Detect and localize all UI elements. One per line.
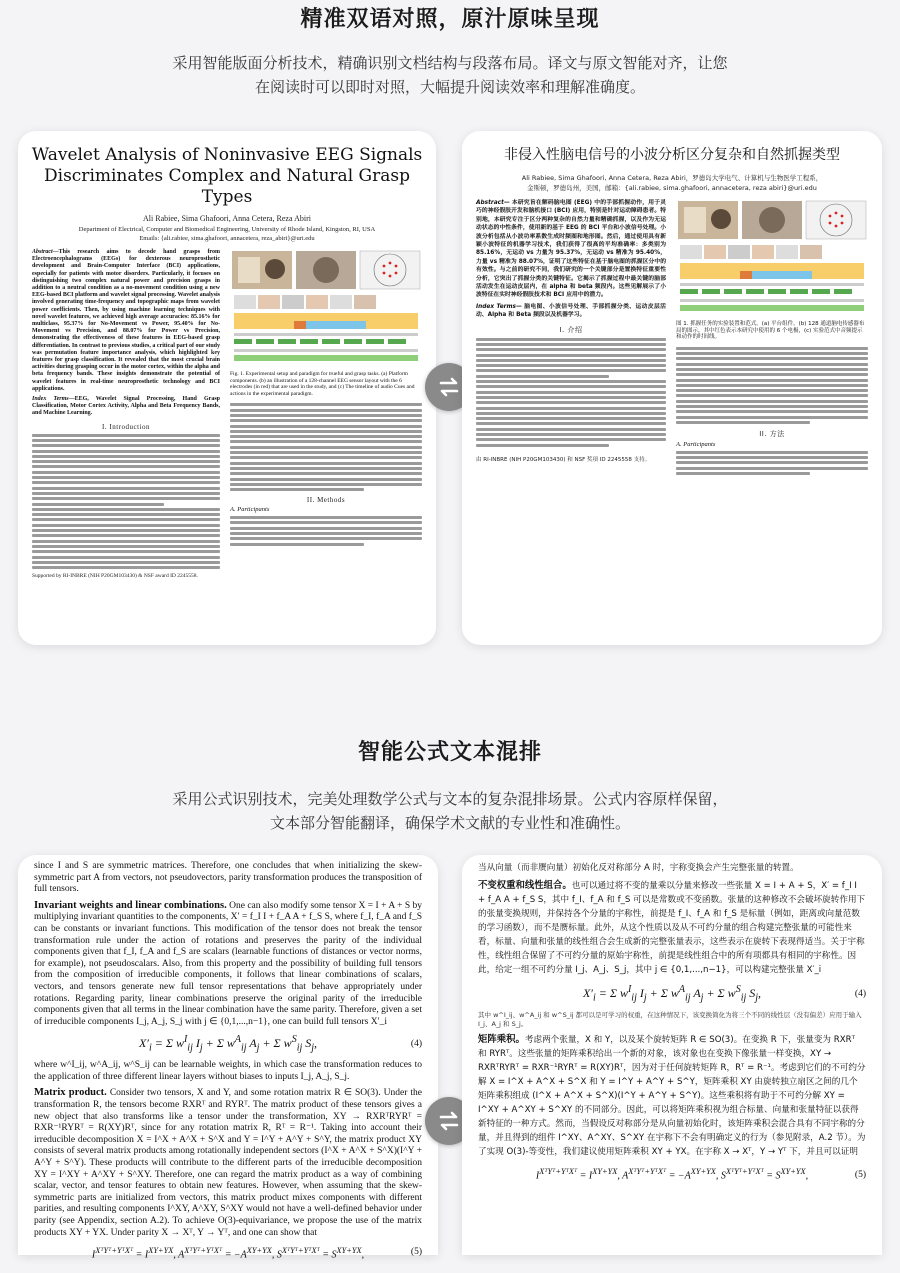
abstract-text: —This research aims to decode hand grasps from Electroencephalograms (EEGs) for dexterous neuroprosthetic development and Brain-Computer Interface (BCI) applications, especially for patients with motor disorders. Particularly, it focuses on distinguishing two complex natural power and precision grasps in addition to a neutral condition as a no-movement condition using a new EEG-based BCI platform and wavelet signal processing. Wavelet analysis involved generating time-frequency and topographic maps from wavelet power coefficients. Then, by using machine learning techniques with novel wavelet features, we achieved high average accuracies: 85.16% for multiclass, 95.37% for No-Movement vs Power, 95.40% for No-Movement vs Precision, and 88.07% for Power vs Precision, demonstrating the effectiveness of these features in EEG-based grasp differentiation. In contrast to previous studies, a critical part of our study was permutation feature importance analysis, which highlighted key features for grasp classification. It revealed that the most crucial brain activities during grasping occur in the motor cortex, within the alpha and beta frequency bands. These insights demonstrate the potential of wavelet features in real-time neuroprosthetic technology and BCI applications. [32,249,220,392]
column-2-text-block [230,403,422,491]
subtitle-line: 文本部分智能翻译，确保学术文献的专业性和准确性。 [269,814,630,832]
paper-authors [38,214,416,243]
subtitle-line: 采用智能版面分析技术，精确识别文档结构与段落布局。译文与原文智能对齐，让您 [172,54,728,72]
paragraph: 当从向量（而非赝向量）初始化反对称部分 A 时，宇称变换会产生完整张量的转置。 [478,863,799,873]
intro-heading-translated: I. 介绍 [559,325,583,334]
paragraph-text: 考虑两个张量，X 和 Y，以及某个旋转矩阵 R ∈ SO(3)。在变换 R 下，张量变为 RXRᵀ 和 RYRᵀ。这些张量的矩阵乘积给出一个新的对象，该对象也在变换下像张量一样变换，XY → RXRᵀRYRᵀ = RXR⁻¹RYRᵀ = R(XY)Rᵀ，因为对于任何旋转矩阵 R，Rᵀ = R⁻¹。考虑到它们的不可约分解 X = I^X + A^X + S^X 和 Y = I^Y + A^Y + S^Y，矩阵乘积 XY 由旋转独立扇区之间的几个矩阵乘积组成 (I^X + A^X + S^X)(I^Y + A^Y + S^Y)。这些乘积将有助于不可约分解 XY = I^XY + A^XY + S^XY 的不同部分。因此，可以将矩阵乘积视为组合标量、向量和张量特征以获得新特征的一种方式。然而，当假设反对称部分是从向量初始化时，该矩阵乘积会混合具有不同宇称的分量，并且得到的组件 I^XY、A^XY、S^XY 在宇称下不会有明确定义的行为（参见附录，A.2 节）。为了实现 O(3)-等变性，我们建议使用矩阵乘积 XY + YX。在宇称 X → Xᵀ，Y → Yᵀ 下，并且可以证明 [478,1035,866,1158]
footnote-translated: 由 RI-INBRE (NIH P20GM103430) 和 NSF 奖项 ID 2245558 支持。 [476,456,651,463]
authors-line: 金斯顿，罗德岛州，美国，邮箱：{ali.rabiee, sima.ghafoori, annacetera, reza abiri}@uri.edu [527,184,817,192]
subtitle-line: 采用公式识别技术，完美处理数学公式与文本的复杂混排场景。公式内容原样保留， [172,790,728,808]
paragraph [34,1087,422,1239]
methods-heading: II. Methods [306,496,346,505]
equation-4 [34,1034,422,1054]
equation-number: (4) [410,1038,422,1049]
index-terms-translated [476,303,666,320]
abstract [32,249,220,393]
figure-caption-translated: 图 1. 抓握任务的实验装置和范式。(a) 平台组件，(b) 128 通道脑电传感器布局的图示，其中红色表示本研究中使用的 6 个电极，(c) 实验范式中音频提示和动作的时间线。 [676,321,865,341]
paragraph-text: 也可以通过将不变的量乘以分量来修改一些张量 X = I + A + S，X′ = f_I I + f_A A + f_S S，其中 f_I、f_A 和 f_S 可以是常数或不变函数。张量的这种修改不会破坏旋转作用下的张量变换规则，并保持各个分量的宇称性，前提是 f_I、f_A 和 f_S 是标量（例如，距离或向量范数的学习函数），而不是赝标量。此外，从这个性质以及从不可约分量的组合构建完整张量的可能性来看，标量、向量和张量的线性组合会生成新的完整张量表示，这些表示在旋转下表现得适当。关于宇称性，线性组合保留了不可约分量的原始宇称性，前提是线性组合中的所有项都具有相同的宇称性。因此，给定一组不可约分量 I_j、A_j、S_j，其中 j ∈ {0,1,...,n−1}，可以构建完整张量 X′_i [478,881,866,975]
index-terms-text: —EEG, Wavelet Signal Processing, Hand Grasp Classification, Motor Cortex Activity, Alpha and Beta Frequency Bands, and Machine Learning. [32,396,220,417]
paragraph-text: One can also modify some tensor X = I + A + S by multiplying invariant quantities to the components, X′ = f_I I + f_A A + f_S S, where f_I, f_A and f_S can be constants or invariant functions. This modification of the tensor does not break the tensor transformation rule under the action of rotations and preserves the parity of the individual components given that f_I, f_A and f_S are scalars (learnable functions of distances or vector norms, for example), not pseudoscalars. Also, from this property and the possibility of building full tensors from the composition of irreducible components, it follows that linear combinations of scalars, vectors, and tensors generate new full tensor representations that behave appropriately under rotations. Regarding parity, linear combinations preserve the original parity of the irreducible components given that all terms in the linear combination have the same parity. Therefore, given a set of irreducible components I_j, A_j, S_j with j ∈ {0,1,...,n−1}, one can build full tensors X′_i [34,900,423,1027]
subtitle-line: 在阅读时可以即时对照，大幅提升阅读效率和理解准确度。 [254,78,645,96]
index-terms-label: Index Terms [476,303,516,310]
column-2-text-block-translated [676,347,868,424]
equation-5 [34,1245,422,1261]
experiment-figure-image [676,199,868,317]
math-text-translated [462,855,882,1196]
section-subtitle-bilingual [0,51,900,99]
intro-heading: I. Introduction [102,422,150,431]
paragraph-heading: 矩阵乘积。 [478,1034,525,1046]
authors-line: Ali Rabiee, Sima Ghafoori, Anna Cetera, Reza Abiri [143,214,311,223]
paragraph: where w^I_ij, w^A_ij, w^S_ij can be learnable weights, in which case the transformation reduces to the application of three different linear layers without biases to inputs I_j, A_j, S_j. [34,1060,422,1082]
paragraph: since I and S are symmetric matrices. Therefore, one concludes that when initializing the skew-symmetric part A from vectors, not pseudovectors, parity transformation produces the transposition of full tensors. [34,861,422,895]
translated-paper-card [462,131,882,645]
index-terms-text: — 脑电图、小波信号处理、手部抓握分类、运动皮层活动、Alpha 和 Beta 频段以及机器学习。 [476,303,666,319]
affiliation-line: Department of Electrical, Computer and Biomedical Engineering, University of Rhode Island, Kingston, RI, USA [78,226,376,233]
authors-line: Ali Rabiee, Sima Ghafoori, Anna Cetera, Reza Abiri，罗德岛大学电气、计算机与生物医学工程系， [521,174,823,182]
equation-5 [478,1165,866,1183]
participants-heading: A. Participants [230,506,270,514]
equation-body: $X'_i = \Sigma$ $w^I_{ij}$ $I_j + \Sigma$ $w^A_{ij}$ $A_j + \Sigma$ $w^S_{ij}$ $S_j$, [138,1034,318,1054]
index-terms [32,396,220,418]
figure-1-translated [676,199,868,317]
emails-line: Emails: {ali.rabiee, sima.ghafoori, annacetera, reza_abiri}@uri.edu [139,235,315,242]
paragraph-text: Consider two tensors, X and Y, and some rotation matrix R ∈ SO(3). Under the transformation R, the tensors become RXRᵀ and RYRᵀ. The matrix product of these tensors gives a new object that also transforms like a tensor under the transformation, XY → RXRᵀRYRᵀ = RXR⁻¹RYRᵀ = R(XY)Rᵀ, since for any rotation matrix R, Rᵀ = R⁻¹. Taking into account their irreducible decomposition X = I^X + A^X + S^X and Y = I^Y + A^Y + S^Y, the matrix product XY consists of several matrix products among rotationally independent sectors (I^X + A^X + S^X)(I^Y + A^Y + S^Y). These products will contribute to the different parts of the irreducible decomposition XY = I^XY + A^XY + S^XY. Therefore, one can regard the matrix product as a way of combining scalar, vector, and tensor features to obtain new features. However, when assuming that the skew-symmetric parts are initialized from vectors, this matrix product mixes components with different parities, and resulting components I^XY, A^XY, S^XY would not have a well-defined behavior under parity (see Appendix, section A.2). To achieve O(3)-equivariance, we propose the use of the matrix products XY + YX. Under parity X → Xᵀ, Y → Yᵀ, and one can show that [34,1088,422,1238]
paragraph [478,879,866,977]
abstract-label: Abstract [32,249,53,255]
footnote: Supported by RI-INBRE (NIH P20GM103430) & NSF award ID 2245558. [32,573,198,580]
equation-body: $I^{XᵀYᵀ+YᵀXᵀ} = I^{XY+YX}$, $A^{XᵀYᵀ+YᵀXᵀ} = -A^{XY+YX}$, $S^{XᵀYᵀ+YᵀXᵀ} = S^{XY+YX}$, [91,1246,365,1261]
participants-text-block-translated [676,451,868,475]
paragraph [478,1033,866,1159]
equation-number: (5) [410,1247,422,1258]
original-paper-card [18,131,436,645]
swap-arrows-icon [435,1107,463,1135]
section-subtitle-formula [0,787,900,835]
equation-4 [478,983,866,1005]
equation-body: $X'_i = \Sigma$ $w^I_{ij}$ $I_j + \Sigma$ $w^A_{ij}$ $A_j + \Sigma$ $w^S_{ij}$ $S_j$, [582,984,762,1004]
paragraph [34,900,422,1029]
methods-heading-translated: II. 方法 [759,429,785,438]
figure-caption: Fig. 1. Experimental setup and paradigm for trueful and grasp tasks. (a) Platform components. (b) an illustration of a 128-channel EEG sensor layout with the 6 electrodes (in red) that are used in the study, and (c) The timeline of audio Cues and actions in the experimental paradigm. [230,371,415,397]
paper-title-line: Wavelet Analysis of Noninvasive EEG Signals [31,145,423,165]
index-terms-label: Index Terms [32,396,69,403]
participants-text-block [230,516,422,545]
section-title-bilingual: 精准双语对照，原汁原味呈现 [300,7,600,32]
paper-title [28,145,426,208]
paragraph: 其中 w^I_ij、w^A_ij 和 w^S_ij 都可以是可学习的权重，在这种情况下，该变换简化为将三个不同的线性层（没有偏差）应用于输入 I_j、A_j 和 S_j。 [478,1011,862,1029]
abstract-label: Abstract [476,200,504,206]
paper-title-line: Discriminates Complex and Natural Grasp Types [44,166,410,207]
equation-body: $I^{XᵀYᵀ+YᵀXᵀ} = I^{XY+YX}$, $A^{XᵀYᵀ+YᵀXᵀ} = -A^{XY+YX}$, $S^{XᵀYᵀ+YᵀXᵀ} = S^{XY+YX}$, [535,1167,809,1182]
paper-title-translated: 非侵入性脑电信号的小波分析区分复杂和自然抓握类型 [504,147,840,163]
paragraph-heading: 不变权重和线性组合。 [478,880,572,891]
experiment-figure-image [230,249,422,367]
abstract-translated [476,199,666,300]
participants-heading-translated: A. Participants [676,440,716,448]
paragraph-heading: Matrix product. [34,1087,107,1099]
abstract-text: — 本研究旨在解码脑电图 (EEG) 中的手部抓握动作，用于灵巧的神经假肢开发和脑机接口 (BCI) 应用，特别是针对运动障碍患者。特别地，本研究专注于区分两种复杂的自然力量和精确抓握，以及作为无运动状态的中性条件，使用新的基于 EEG 的 BCI 平台和小波信号处理。小波分析包括从小波功率系数生成时频图和地形图。然后，通过使用具有新颖小波特征的机器学习技术，我们获得了很高的平均准确率：多类别为 85.16%，无运动 vs 力量为 95.37%，无运动 vs 精准为 95.40%，力量 vs 精准为 88.07%，证明了这些特征在基于脑电图的抓握区分中的有效性。与之前的研究不同，我们研究的一个关键部分是置换特征重要性分析，它突出了抓握分类的关键特征。它揭示了抓握过程中最关键的脑部活动发生在运动皮层内，在 alpha 和 beta 频段内。这些见解展示了小波特征在实时神经假肢技术和 BCI 应用中的潜力。 [476,200,666,299]
swap-arrows-icon [435,373,463,401]
equation-number: (4) [854,989,866,1000]
intro-text-block [32,434,220,569]
paper-authors-translated [482,173,862,193]
paragraph-heading: Invariant weights and linear combinations. [34,899,227,911]
translated-math-card [462,855,882,1255]
equation-number: (5) [854,1169,866,1180]
figure-1 [230,249,422,367]
intro-text-block-translated [476,338,666,447]
math-text-original [18,855,438,1273]
section-title-formula: 智能公式文本混排 [357,740,542,765]
original-math-card [18,855,438,1261]
